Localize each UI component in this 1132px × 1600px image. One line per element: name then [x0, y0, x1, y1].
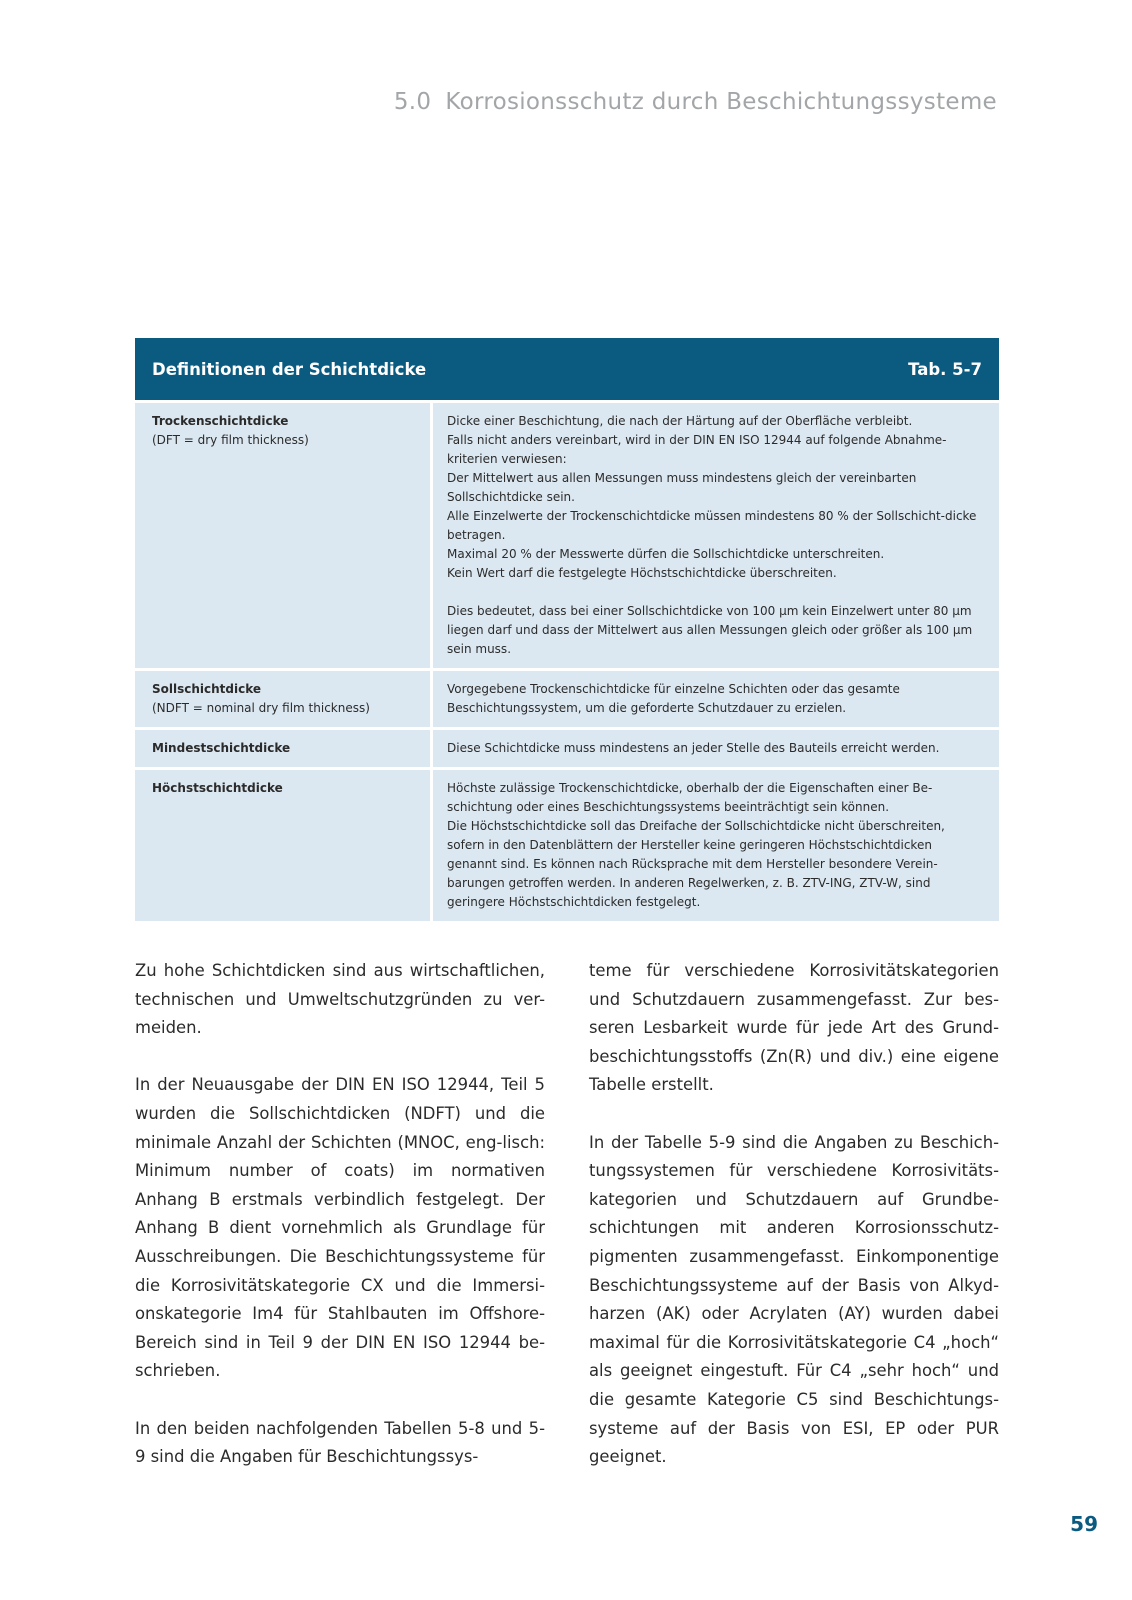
body-paragraph: Zu hohe Schichtdicken sind aus wirtschaftlichen, technischen und Umweltschutzgründen zu ver-meiden. [135, 961, 545, 1038]
body-column-right [589, 957, 999, 1500]
term: Mindestschichtdicke [152, 741, 291, 755]
table-title: Definitionen der Schichtdicke [152, 359, 427, 379]
definition-cell [433, 770, 999, 921]
term-abbreviation: (NDFT = nominal dry film thickness) [152, 701, 370, 715]
definition-line: Dicke einer Beschichtung, die nach der Härtung auf der Oberfläche verbleibt. [447, 414, 913, 428]
body-paragraph: In der Tabelle 5-9 sind die Angaben zu Beschich-tungssystemen für verschiedene Korrosivitäts-kategorien und Schutzdauern auf Grundbe-schichtungen mit anderen Korrosionsschutz-pigmenten zusammengefasst. Einkomponentige Beschichtungssysteme auf der Basis von Alkyd-harzen (AK) oder Acrylaten (AY) wurden dabei maximal für die Korrosivitätskategorie C4 „hoch“ als geeignet eingestuft. Für C4 „sehr hoch“ und die gesamte Kategorie C5 sind Beschichtungs-systeme auf der Basis von ESI, EP oder PUR geeignet. [589, 1132, 999, 1467]
chapter-title: Korrosionsschutz durch Beschichtungssysteme [445, 89, 997, 115]
definition-text: Vorgegebene Trockenschichtdicke für einzelne Schichten oder das gesamte Beschichtungssystem, um die geforderte Schutzdauer zu erzielen. [447, 682, 900, 715]
term-cell [135, 671, 430, 727]
chapter-header [394, 89, 997, 115]
definition-line: Maximal 20 % der Messwerte dürfen die Sollschichtdicke unterschreiten. [447, 547, 885, 561]
term-cell [135, 770, 430, 921]
body-column-left [135, 957, 545, 1500]
definition-note: Dies bedeutet, dass bei einer Sollschichtdicke von 100 µm kein Einzelwert unter 80 µm liegen darf und dass der Mittelwert aus allen Messungen gleich oder größer als 100 µm sein muss. [447, 604, 973, 656]
table-row [135, 770, 999, 921]
body-paragraph: In der Neuausgabe der DIN EN ISO 12944, Teil 5 wurden die Sollschichtdicken (NDFT) und die minimale Anzahl der Schichten (MNOC, eng-lisch: Minimum number of coats) im normativen Anhang B erstmals verbindlich festgelegt. Der Anhang B dient vornehmlich als Grundlage für Ausschreibungen. Die Beschichtungssysteme für die Korrosivitätskategorie CX und die Immersi-onskategorie Im4 für Stahlbauten im Offshore-Bereich sind in Teil 9 der DIN EN ISO 12944 be-schrieben. [135, 1075, 545, 1381]
term-abbreviation: (DFT = dry film thickness) [152, 433, 309, 447]
term: Höchstschichtdicke [152, 781, 283, 795]
definition-text: Diese Schichtdicke muss mindestens an jeder Stelle des Bauteils erreicht werden. [447, 741, 940, 755]
definition-line: Die Höchstschichtdicke soll das Dreifache der Sollschichtdicke nicht überschreiten, sofern in den Datenblättern der Hersteller keine geringeren Höchstschichtdicken genannt sind. Es können nach Rücksprache mit dem Hersteller besondere Verein-barungen getroffen werden. In anderen Regelwerken, z. B. ZTV-ING, ZTV-W, sind geringere Höchstschichtdicken festgelegt. [447, 819, 945, 909]
table-row [135, 730, 999, 767]
body-paragraph: teme für verschiedene Korrosivitätskategorien und Schutzdauern zusammengefasst. Zur bes-seren Lesbarkeit wurde für jede Art des Grund-beschichtungsstoffs (Zn(R) und div.) eine eigene Tabelle erstellt. [589, 961, 999, 1095]
definition-line: Höchste zulässige Trockenschichtdicke, oberhalb der die Eigenschaften einer Be-schichtung oder eines Beschichtungssystems beeinträchtigt sein können. [447, 781, 933, 814]
table-header [135, 338, 999, 400]
term: Trockenschichtdicke [152, 414, 289, 428]
definition-line: Falls nicht anders vereinbart, wird in der DIN EN ISO 12944 auf folgende Abnahme-kriterien verwiesen: [447, 433, 947, 466]
definitions-table [135, 338, 999, 921]
spacer [447, 583, 985, 602]
page-number: 59 [1070, 1512, 1098, 1536]
term-cell [135, 403, 430, 668]
body-paragraph: In den beiden nachfolgenden Tabellen 5-8 und 5-9 sind die Angaben für Beschichtungssys- [135, 1418, 545, 1467]
definition-line: Kein Wert darf die festgelegte Höchstschichtdicke überschreiten. [447, 566, 837, 580]
term-cell [135, 730, 430, 767]
table-label: Tab. 5-7 [908, 359, 982, 379]
definition-cell [433, 671, 999, 727]
definition-cell [433, 403, 999, 668]
table-row [135, 671, 999, 727]
definition-line: Alle Einzelwerte der Trockenschichtdicke müssen mindestens 80 % der Sollschicht-dicke betragen. [447, 509, 977, 542]
term: Sollschichtdicke [152, 682, 262, 696]
definition-line: Der Mittelwert aus allen Messungen muss mindestens gleich der vereinbarten Sollschichtdicke sein. [447, 471, 917, 504]
definition-cell [433, 730, 999, 767]
chapter-number: 5.0 [393, 89, 432, 115]
table-row [135, 403, 999, 668]
